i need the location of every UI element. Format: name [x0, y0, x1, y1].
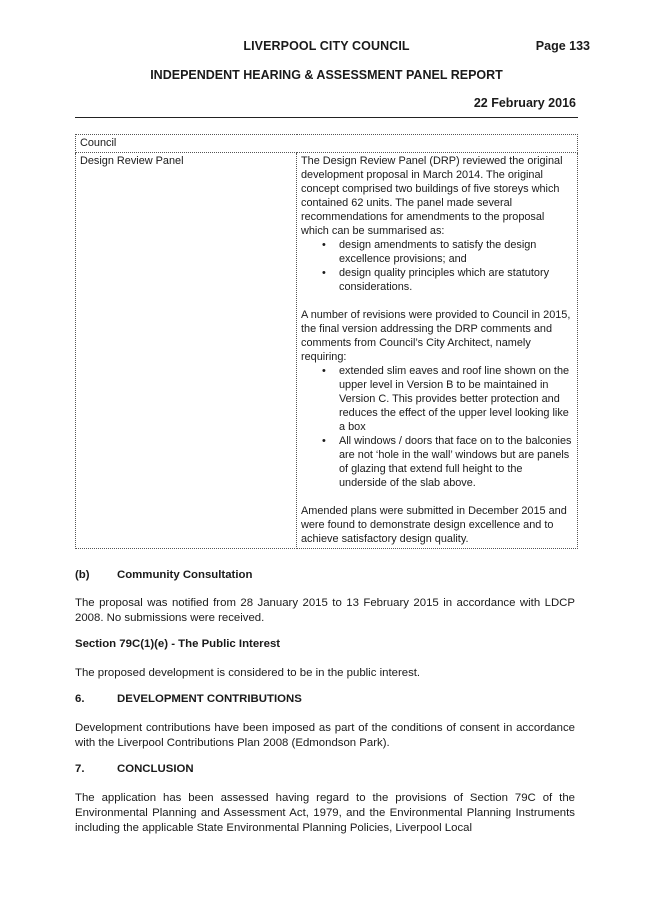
row-label: Design Review Panel [76, 153, 297, 549]
report-title: INDEPENDENT HEARING & ASSESSMENT PANEL REPORT [150, 68, 503, 82]
list-item-text: design amendments to satisfy the design excellence provisions; and [339, 239, 537, 265]
row-content [297, 153, 578, 549]
consultation-table [75, 134, 578, 549]
section-title: DEVELOPMENT CONTRIBUTIONS [117, 693, 302, 705]
drp-bullet-list-1 [301, 238, 573, 294]
bullet-icon: • [322, 239, 326, 251]
drp-paragraph-3: Amended plans were submitted in December 2015 and were found to demonstrate design excellence and to achieve satisfactory design quality. [301, 505, 567, 545]
section-heading-conclusion [75, 763, 194, 775]
section-heading-public-interest: Section 79C(1)(e) - The Public Interest [75, 638, 281, 650]
list-item [322, 266, 573, 294]
list-item [322, 238, 573, 266]
conclusion-text: The application has been assessed having regard to the provisions of Section 79C of the Environmental Planning and Assessment Act, 1979, and the Environmental Planning Instruments including the applicable State Environmental Planning Policies, Liverpool Local [75, 792, 575, 834]
section-heading-community [75, 569, 252, 581]
report-date: 22 February 2016 [473, 96, 576, 110]
header-divider [75, 117, 578, 118]
section-heading-contributions [75, 693, 302, 705]
section-number: 7. [75, 763, 85, 775]
list-item [322, 434, 573, 490]
table-header-cell: Council [76, 135, 578, 153]
section-number: 6. [75, 693, 85, 705]
drp-bullet-list-2 [301, 364, 573, 490]
council-name: LIVERPOOL CITY COUNCIL [243, 39, 410, 53]
page-number: Page 133 [535, 39, 590, 53]
table-row [76, 153, 578, 549]
table-header-row [76, 135, 578, 153]
contributions-text: Development contributions have been imposed as part of the conditions of consent in accordance with the Liverpool Contributions Plan 2008 (Edmondson Park). [75, 722, 575, 749]
drp-paragraph-2: A number of revisions were provided to Council in 2015, the final version addressing the DRP comments and comments from Council’s City Architect, namely requiring: [301, 309, 571, 363]
section-number: (b) [75, 569, 90, 581]
list-item [322, 364, 573, 434]
bullet-icon: • [322, 365, 326, 377]
drp-paragraph-1: The Design Review Panel (DRP) reviewed the original development proposal in March 2014. The original concept comprised two buildings of five storeys which contained 62 units. The panel made several recommendations for amendments to the proposal which can be summarised as: [301, 155, 563, 237]
section-title: Community Consultation [117, 569, 253, 581]
community-consultation-text: The proposal was notified from 28 January 2015 to 13 February 2015 in accordance with LDCP 2008. No submissions were received. [75, 597, 575, 624]
section-title: CONCLUSION [117, 763, 194, 775]
bullet-icon: • [322, 435, 326, 447]
bullet-icon: • [322, 267, 326, 279]
public-interest-text: The proposed development is considered to be in the public interest. [75, 667, 421, 679]
list-item-text: extended slim eaves and roof line shown on the upper level in Version B to be maintained in Version C. This provides better protection and reduces the effect of the upper level looking like a box [339, 365, 570, 433]
list-item-text: design quality principles which are statutory considerations. [339, 267, 550, 293]
list-item-text: All windows / doors that face on to the balconies are not ‘hole in the wall’ windows but are panels of glazing that extend full height to the underside of the slab above. [339, 435, 572, 489]
